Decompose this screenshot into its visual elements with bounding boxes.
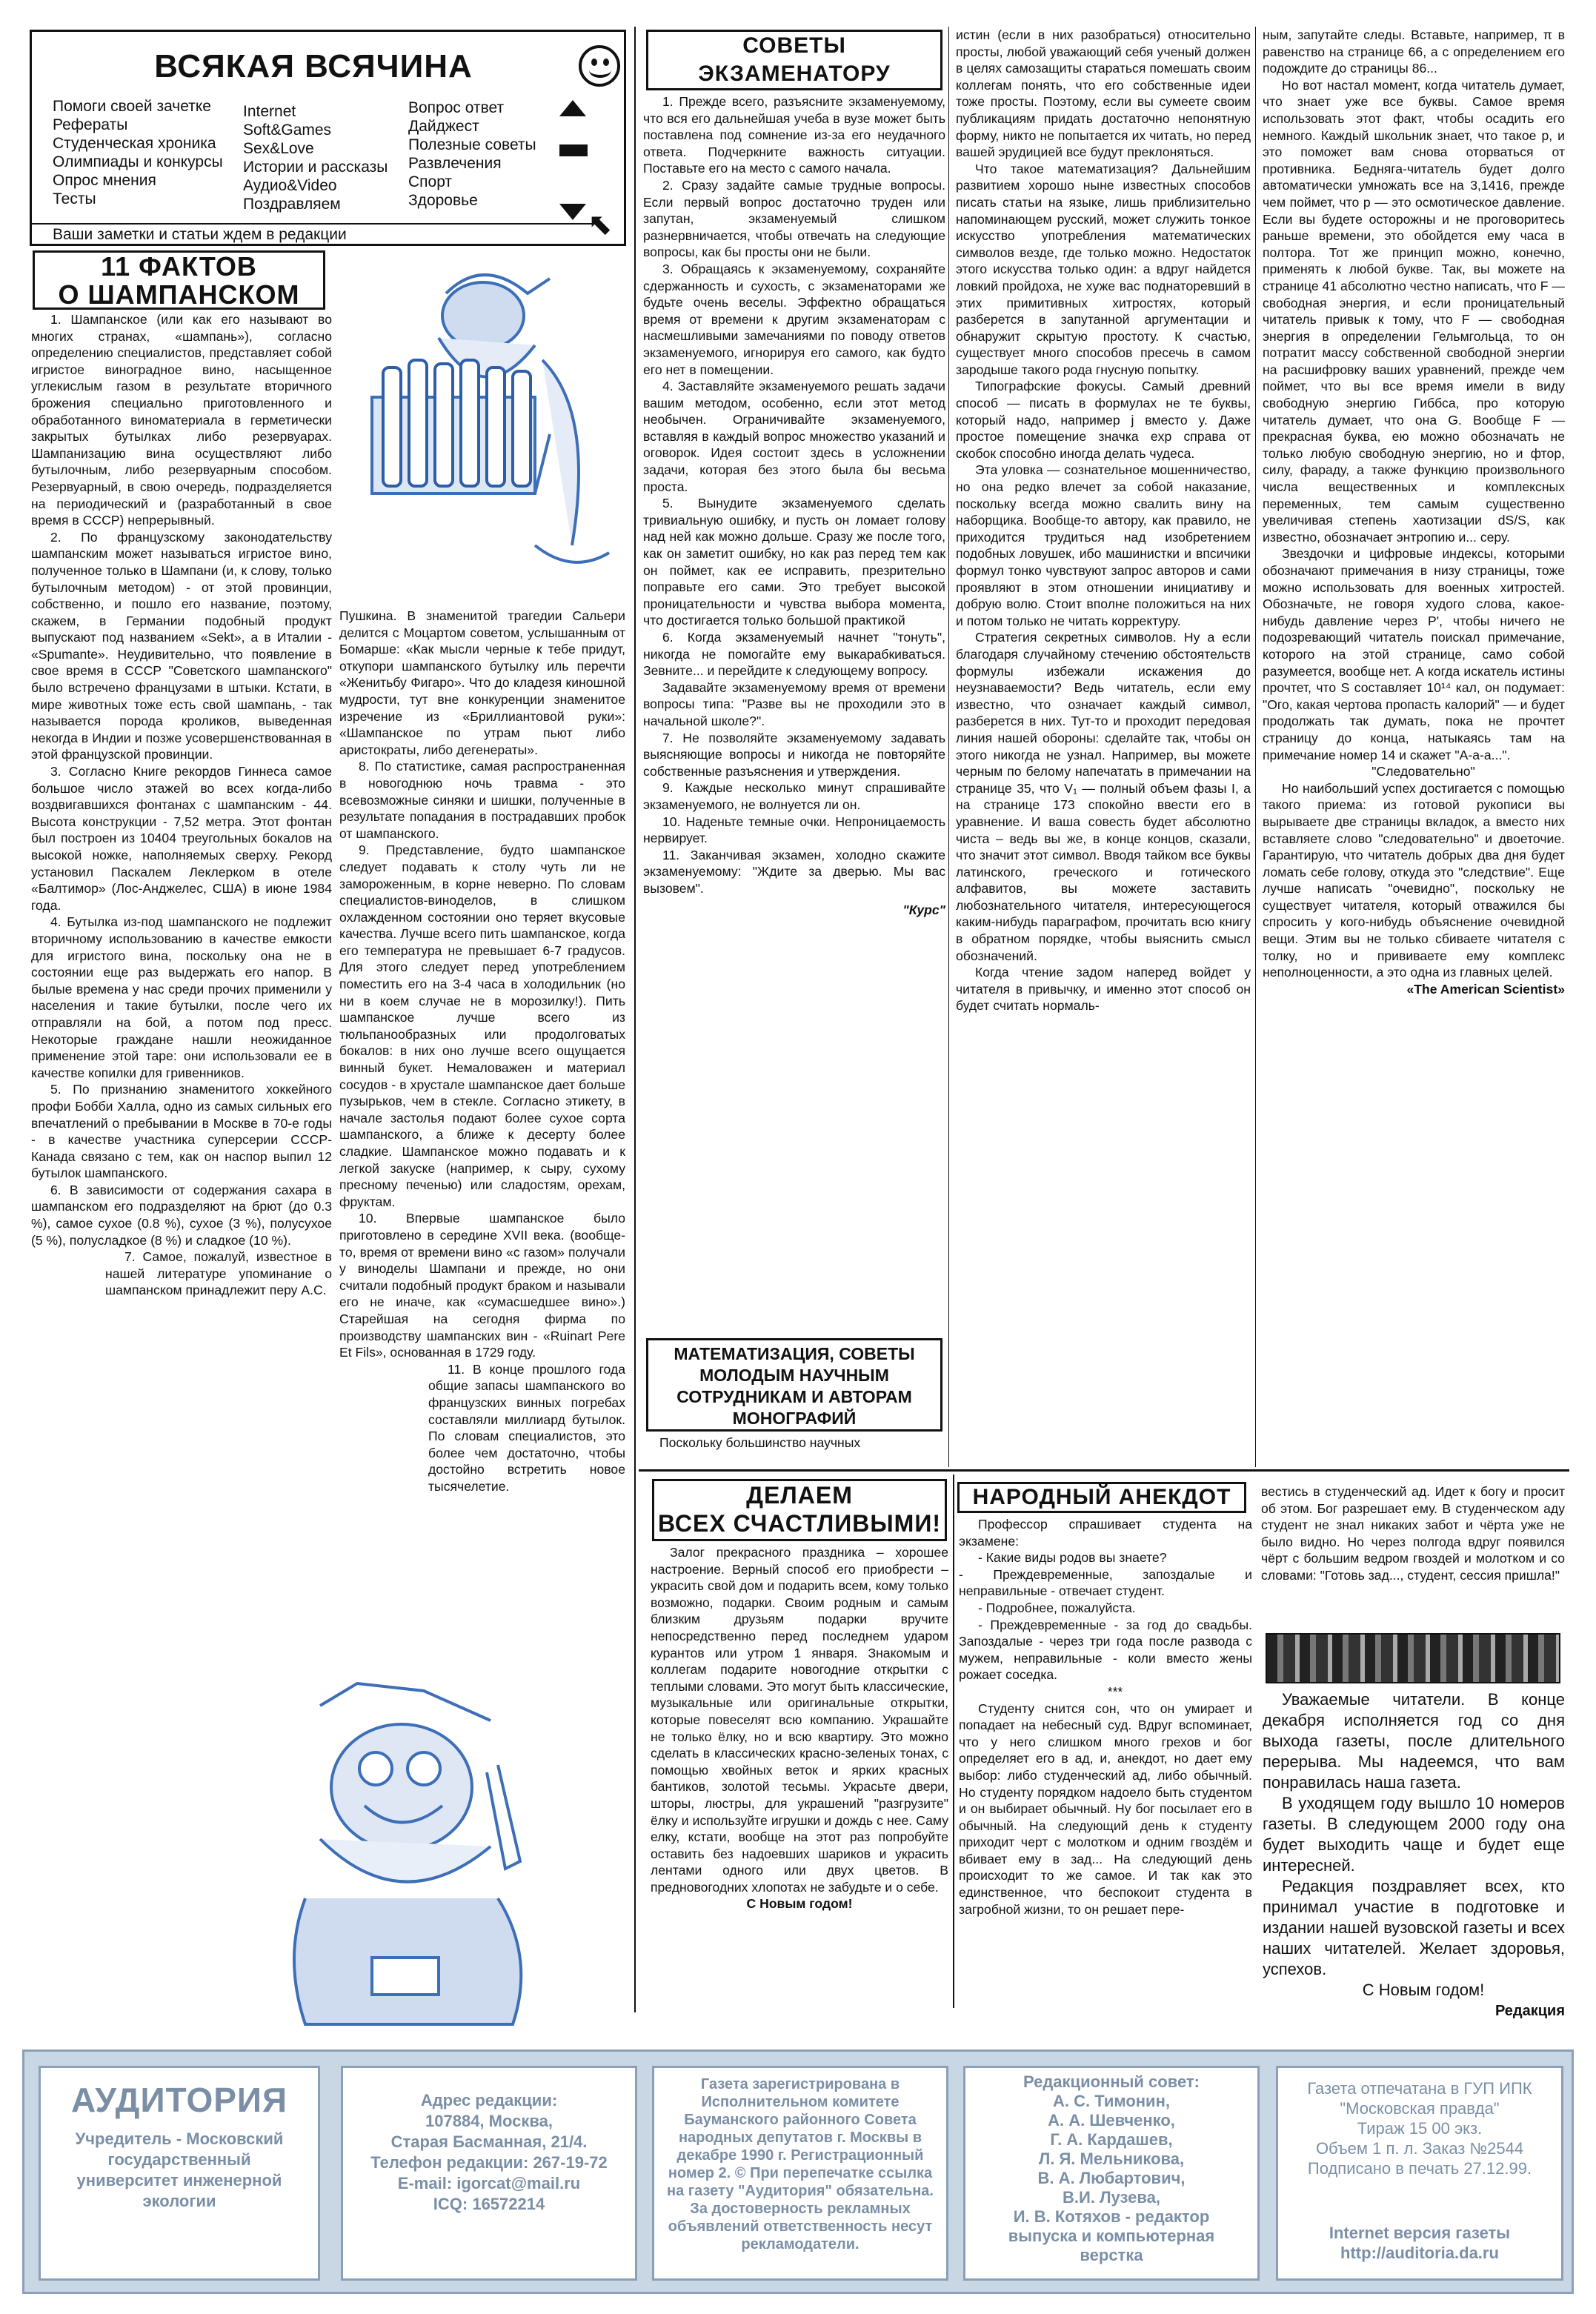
- index-item[interactable]: Дайджест: [408, 118, 479, 135]
- paragraph: "Следовательно": [1371, 764, 1475, 779]
- math-title-box: [646, 1338, 942, 1432]
- paragraph: 11. В конце прошлого года общие запасы шампанского во французских винных погребах составляли миллиард бутылок. По словам специалистов, это более чем достаточно, чтобы достойно встретить новое тысячелетие.: [428, 1361, 625, 1494]
- champagne-title-box: [33, 250, 325, 310]
- footer-board-line: А. С. Тимонин,: [1053, 2092, 1170, 2110]
- index-item[interactable]: Тесты: [53, 190, 96, 207]
- column-divider: [948, 27, 949, 1467]
- paragraph: Пушкина. В знаменитой трагедии Сальери делится с Моцартом советом, услышанным от Бомарше: «Как мысли черные к тебе придут, откупори шампанского бутылку иль перечти «Женитьбу Фигаро». Что до кладезя киношной мудрости, тут вне конкуренции знаменитое изречение из «Бриллиантовой руки»: «Шампанское по утрам пьют либо аристократы, либо дегенераты».: [339, 608, 625, 757]
- column-divider: [953, 1474, 954, 2008]
- joke-title: НАРОДНЫЙ АНЕКДОТ: [972, 1485, 1231, 1509]
- footer-address-box: [341, 2066, 637, 2281]
- paragraph: Звездочки и цифровые индексы, которыми обозначают примечания в низу страницы, тоже можно использовать для военных хитростей. Обозначьте, не говоря худого слова, какое-нибудь давление через P', чтобы ничего не подозревающий читатель поискал примечание, которого на этой странице, само собой разумеется, вообще нет. А когда искатель истины прочтет, что S составляет 10¹⁴ кал, он подумает: "Ого, какая чертова пропасть калорий" — и будет продолжать так думать, пока не прочтет страницу до конца, натыкаясь там на примечание номер 14 и скажет "А-а-а...".: [1263, 546, 1565, 762]
- math-lead: Поскольку большинство научных: [659, 1435, 861, 1450]
- paragraph: 4. Заставляйте экзаменуемого решать задачи вашим методом, особенно, если этот метод необычен. Ограничивайте экзаменуемого, вставляя в каждый вопрос множество указаний и оговорок. Идея состоит здесь в усложнении задачи, которая без этого была бы весьма проста.: [643, 379, 945, 494]
- footer-board-line: В. А. Любартович,: [1037, 2169, 1186, 2187]
- index-footer-line: [32, 223, 595, 225]
- santa-bottles-illustration: [327, 249, 631, 590]
- index-footer: Ваши заметки и статьи ждем в редакции: [53, 226, 347, 243]
- paragraph: - Преждевременные - за год до свадьбы. Запоздалые - через три года после развода с мужем, неправильные - коли вместо жены рожает соседка.: [959, 1617, 1252, 1683]
- footer-board-line: Г. А. Кардашев,: [1050, 2130, 1173, 2149]
- arrow-up-icon: [559, 100, 586, 116]
- paragraph: Студенту снится сон, что он умирает и попадает на небесный суд. Вдруг вспоминает, что у него слишком много грехов и бог определяет его в ад, и, анекдот, но дает ему выбор: либо студенческий ад, либо обычный. Но студенту порядком надоело быть студентом и он выбирает обычный. Ну бог посылает его в обычный. На следующий день к студенту приходит черт с молотком и одним гвоздём и вбивает ему в зад... На следующий день происходит то же самое. И так как это единственное, что беспокоит студента в загробной жизни, то он решает пере-: [959, 1700, 1252, 1917]
- index-item[interactable]: Sex&Love: [243, 140, 314, 157]
- paragraph: 2. Сразу задайте самые трудные вопросы. Если первый вопрос достаточно труден или запутан, экзаменуемый слишком разнервничается, чтобы отвечать на следующие вопросы, как бы просты они не были.: [643, 177, 945, 260]
- happy-signature: С Новым годом!: [746, 1896, 853, 1912]
- champagne-title-2: О ШАМПАНСКОМ: [58, 279, 300, 310]
- paragraph: 6. В зависимости от содержания сахара в шампанском его подразделяют на брют (до 0.3 %), самое сухое (0.8 %), сухое (3 %), полусухое (5 %), полусладкое (8 %) и сладкое (10 %).: [31, 1182, 332, 1248]
- index-item[interactable]: Спорт: [408, 173, 453, 190]
- paragraph: истин (если в них разобраться) относительно просты, любой уважающий себя ученый должен в целях самозащиты стараться помешать своим коллегам понять, что его собственные идеи тоже просты. Поэтому, если вы сумеете своим публикациям придать достаточно непонятную форму, никто не попытается их читать, но перед вашей эрудицией все будут преклоняться.: [956, 27, 1251, 160]
- math-col-3: [1263, 27, 1565, 997]
- footer-web-label: Internet версия газеты: [1329, 2224, 1511, 2242]
- index-col-3: [408, 99, 536, 210]
- index-item[interactable]: Soft&Games: [243, 122, 332, 139]
- paragraph: 11. Заканчивая экзамен, холодно скажите экзаменуемому: "Ждите за дверью. Мы вас вызовем".: [643, 847, 945, 896]
- math-title: МАТЕМАТИЗАЦИЯ, СОВЕТЫ МОЛОДЫМ НАУЧНЫМ СОТРУДНИКАМ И АВТОРАМ МОНОГРАФИЙ: [674, 1344, 915, 1428]
- column-divider: [634, 27, 636, 2012]
- happy-body: [651, 1544, 948, 1912]
- index-item[interactable]: Здоровье: [408, 192, 478, 209]
- paragraph: Типографские фокусы. Самый древний способ — писать в формулах не те буквы, который надо, например j вместо y. Даже простое помещение значка exp справа от скобок способно иногда делать чудеса.: [956, 379, 1251, 461]
- footer-board-line: верстка: [1080, 2246, 1143, 2264]
- paragraph: 10. Впервые шампанское было приготовлено в середине XVII века. (вообще-то, время от времени вино «с газом» получали у виноделы Шампани и прежде, но они считали подобный продукт браком и называли его не иначе, как «сумасшедшее вино».) Старейшая на сегодня фирма по производству шампанских вин - «Ruinart Pere Et Fils», основанная в 1729 году.: [339, 1211, 625, 1360]
- index-col-1: [53, 97, 223, 208]
- index-item[interactable]: Студенческая хроника: [53, 135, 216, 152]
- footer-print-box: [1276, 2066, 1563, 2281]
- paragraph: 5. Вынудите экзаменуемого сделать тривиальную ошибку, и пусть он ломает голову над ней как можно дольше. Сразу же после того, как он заметит ошибку, но как раз перед тем как он поймет, как ее исправить, презрительно поправьте его сами. Это требует высокой проницательности и чувства выбора момента, что достигается только большой практикой: [643, 496, 945, 628]
- paragraph: ***: [1107, 1683, 1123, 1699]
- paragraph: С Новым годом!: [1362, 1981, 1485, 1999]
- footer-board-box: [963, 2066, 1260, 2281]
- footer-address-line: Телефон редакции: 267-19-72: [370, 2153, 608, 2172]
- footer-founder: Учредитель - Московский государственный университет инженерной экологии: [75, 2130, 284, 2210]
- footer-email[interactable]: E-mail: igorcat@mail.ru: [397, 2174, 581, 2192]
- paragraph: Стратегия секретных символов. Ну а если благодаря случайному стечению обстоятельств формулы избежали искажения до неузнаваемости? Ведь читатель, если ему известно, что означает каждый символ, разберется в них. Тут-то и проходит передовая линия нашей обороны: сделайте так, чтобы он этого никогда не узнал. Например, вы можете черным по белому напечатать в примечании на странице 35, что V₁ — полный объем фазы I, а на странице 173 спокойно ввести его в уравнение. И ваша совесть будет абсолютно чиста – ведь вы же, в конце концов, сказали, что значит этот символ. Вводя тайком все буквы латинского, греческого и готического алфавитов, вы можете заставить любознательного читателя, интересующегося каким-нибудь параграфом, прочитать всю книгу в обратном порядке, чтобы выяснить смысл обозначений.: [956, 630, 1251, 963]
- paragraph: 2. По французскому законодательству шампанским может называться игристое вино, полученное только в Шампани (и, к слову, только бутылочным методом) - от этой провинции, собственно, и пошло его название, поэтому, скажем, в Германии подобный продукт выпускают под названием «Sekt», а в Италии - «Spumante». Неудивительно, что появление в свое время в СССР "Советского шампанского" было встречено французами в штыки. Кстати, в мире животных тоже есть свой шампань, - так называется порода кроликов, выведенная некогда в Индии и позже усовершенствованная в этой французской провинции.: [31, 529, 332, 762]
- footer-print-line: Тираж 15 00 экз.: [1357, 2119, 1483, 2138]
- staff-photo: [1266, 1633, 1560, 1683]
- happy-title-1: ДЕЛАЕМ: [746, 1482, 853, 1509]
- paragraph: 9. Представление, будто шампанское следует подавать к столу чуть ли не замороженным, в корне неверно. По словам специалистов-виноделов, в слишком охлажденном состоянии оно теряет вкусовые качества. Лучше всего пить шампанское, когда его температура не превышает 6-7 градусов. Для этого следует перед употреблением поместить его на 3-4 часа в холодильник (но ни в коем случае не в морозилку!). Пить шампанское лучше всего из тюльпанообразных или продолговатых бокалов: в них оно лучше всего ощущается винный букет. Немаловажен и материал сосудов - в хрустале шампанское дает больше пузырьков, чем в стекле. Согласно этикету, в начале застолья подают более сухое сорта шампанского, а ближе к десерту более сладкие. Шампанское можно подавать и к легкой закуске (например, к сыру, сухому пресному печенью) или сладостям, орехам, фруктам.: [339, 842, 625, 1209]
- section-index-box: [30, 30, 626, 246]
- exam-signature: "Курс": [902, 902, 945, 917]
- exam-title-1: СОВЕТЫ: [742, 33, 846, 58]
- section-index-title: ВСЯКАЯ ВСЯЧИНА: [154, 48, 473, 84]
- arrow-down-icon: [559, 204, 586, 220]
- exam-title-box: [646, 30, 942, 90]
- happy-title-box: [652, 1479, 947, 1541]
- champagne-col-2: [339, 608, 625, 1495]
- footer-print-line: Газета отпечатана в ГУП ИПК: [1307, 2079, 1532, 2098]
- paragraph: 4. Бутылка из-под шампанского не подлежит вторичному использованию в качестве емкости для игристого вина, поскольку она не в состоянии еще раз выдержать его напор. В былые времена у нас среди прочих применили у населения и такие бутылки, после чего их отправляли на бой, а потом под пресс. Некоторые граждане нашли неожиданное применение этой таре: они использовали ее в качестве копилки для гривенников.: [31, 914, 332, 1080]
- paragraph: Редакция поздравляет всех, кто принимал участие в подготовке и издании нашей вузовской газеты и всех наших читателей. Желает здоровья, успехов.: [1263, 1877, 1565, 1978]
- paragraph: Залог прекрасного праздника – хорошее настроение. Верный способ его приобрести – украсить свой дом и подарить всем, кому только возможно, подарки. Своим родным и самым близким друзьям подарки вручите непосредственно перед последнем ударом курантов или утром 1 января. Знакомым и коллегам подарите новогодние открытки с теплыми словами. Это могут быть классические, музыкальные или оригинальные открытки, которые повеселят всю компанию. Украшайте не только ёлку, но и всю квартиру. Это можно сделать в классических красно-зеленых тонах, с помощью хвойных веток и ярких красных бантиков, золотой тесьмы. Украсьте двери, шторы, люстры, для украшений "разгрузите" ёлку и используйте игрушки и дождь с нее. Саму елку, кстати, вообще на этот раз попробуйте оставить без надоевших шариков и украсить лентами одного или двух цветов. В предновогодних хлопотах не забудьте и о себе.: [651, 1545, 948, 1895]
- paragraph: Но наибольший успех достигается с помощью такого приема: из готовой рукописи вы вырываете две страницы вкладок, а вместо них вставляете слово "следовательно" и двоеточие. Гарантирую, что читатель добрых два дня будет ломать себе голову, откуда это "следствие". Еще лучше написать "очевидно", поскольку не существует читателя, который отважился бы спросить у кого-нибудь объяснение очевидной вещи. Этим вы не только сбиваете читателя с толку, но и прививаете ему комплекс неполноценности, а это одна из главных целей.: [1263, 780, 1565, 980]
- footer-address-line: Старая Басманная, 21/4.: [390, 2132, 588, 2151]
- paragraph: 3. Согласно Книге рекордов Гиннеса самое большое число этажей во всех когда-либо воздвигавшихся фонтанах с шампанским - 44. Высота конструкции - 7,52 метра. Этот фонтан был построен из 10404 треугольных бокалов на высокой ножке, наполняемых сверху. Рекорд установил Паскалем Леклерком в отеле «Балтимор» (Лос-Анджелес, США) в июне 1984 года.: [31, 764, 332, 913]
- paragraph: В уходящем году вышло 10 номеров газеты. В следующем 2000 году она будет выходить чаще и будет еще интересней.: [1263, 1794, 1565, 1875]
- footer-brand-box: [39, 2066, 320, 2281]
- paragraph: Уважаемые читатели. В конце декабря исполняется год со дня выхода газеты, после длительного перерыва. Мы надеемся, что вам понравилась наша газета.: [1263, 1690, 1565, 1792]
- champagne-title-1: 11 ФАКТОВ: [101, 251, 257, 282]
- paragraph: 8. По статистике, самая распространенная в новогоднюю ночь травма - это всевозможные синяки и шишки, полученные в результате попадания в пострадавших пробок от шампанского.: [339, 759, 625, 841]
- math-signature: «The American Scientist»: [1406, 981, 1565, 997]
- footer-registration: Газета зарегистрирована в Исполнительном комитете Бауманского районного Совета народных депутатов г. Москвы в декабре 1990 г. Регистрационный номер 2. © При перепечатке ссылка на газету "Аудитория" обязательна. За достоверность рекламных объявлений ответственность несут рекламодатели.: [667, 2076, 934, 2253]
- column-divider: [1255, 27, 1256, 1467]
- cursor-icon: ⬉: [588, 208, 613, 241]
- paragraph: Когда чтение задом наперед войдет у читателя в привычку, и именно этот способ он будет считать нормаль-: [956, 965, 1251, 1014]
- paragraph: Эта уловка — сознательное мошенничество, но она редко влечет за собой наказание, поскольку всегда можно свалить вину на наборщика. Вообще-то автору, как правило, не приходится трудиться над изобретением подобных ловушек, ибо машинистки и впсичики формул тонко чувствуют запрос авторов и сами проявляют в этом отношении инициативу и добрую волю. Стоит вполне положиться на них и потом только не читать корректуру.: [956, 462, 1251, 628]
- joke-col-1: [959, 1516, 1252, 1918]
- joke-col-2: вестись в студенческий ад. Идет к богу и просит об этом. Бог разрешает ему. В студенческом аду студент не знал никаких забот и чёрта уже не было видно. Но через полгода вдруг появился чёрт с большим ведром гвоздей и молотком и со словами: "Готовь зад..., студент, сессия пришла!": [1261, 1484, 1565, 1583]
- paragraph: 10. Наденьте темные очки. Непроницаемость нервирует.: [643, 814, 945, 846]
- index-item[interactable]: Помоги своей зачетке: [53, 98, 211, 115]
- footer-board-line: И. В. Котяхов - редактор: [1013, 2207, 1210, 2226]
- footer-brand: АУДИТОРИЯ: [70, 2081, 288, 2119]
- footer-board-line: Л. Я. Мельникова,: [1038, 2150, 1185, 2168]
- column-divider: [639, 1469, 1569, 1472]
- index-item[interactable]: Аудио&Video: [243, 177, 337, 194]
- paragraph: 7. Самое, пожалуй, известное в нашей литературе упоминание о шампанском принадлежит перу А.С.: [105, 1249, 332, 1298]
- footer-board-line: Редакционный совет:: [1023, 2072, 1200, 2091]
- index-item[interactable]: Поздравляем: [243, 196, 341, 213]
- bar-icon: [559, 144, 588, 156]
- paragraph: Задавайте экзаменуемому время от времени вопросы типа: "Разве вы не проходили это в начальной школе?".: [643, 679, 945, 728]
- index-item[interactable]: Развлечения: [408, 155, 502, 172]
- exam-body: [643, 93, 945, 918]
- index-item[interactable]: Истории и рассказы: [243, 159, 388, 176]
- index-col-2: [243, 102, 388, 213]
- index-item[interactable]: Internet: [243, 103, 296, 120]
- paragraph: - Подробнее, пожалуйста.: [978, 1600, 1136, 1615]
- footer-print-line: Подписано в печать 27.12.99.: [1307, 2159, 1532, 2178]
- paragraph: 1. Шампанское (или как его называют во многих странах, «шампань»), согласно определению специалистов, представляет собой игристое виноградное вино, насыщенное углекислым газом в результате вторичного брожения специально приготовленного и обработанного виноматериала в герметически закрытых бутылках либо резервуарах. Шампанизацию вина осуществляют либо бутылочным, либо резервуарным способом. Резервуарный, в свою очередь, подразделяется на периодический и (разработанный в свое время в СССР) непрерывный.: [31, 312, 332, 528]
- index-item[interactable]: Рефераты: [53, 116, 128, 133]
- paragraph: - Преждевременные, запоздалые и неправильные - отвечает студент.: [959, 1566, 1252, 1599]
- paragraph: 1. Прежде всего, разъясните экзаменуемому, что вся его дальнейшая учеба в вузе может быть поставлена под сомнение из-за его неудачного ответа. Подчеркните важность ситуации. Поставьте его на место с самого начала.: [643, 94, 945, 176]
- paragraph: 7. Не позволяйте экзаменуемому задавать выясняющие вопросы и никогда не повторяйте собственные разъяснения и утверждения.: [643, 730, 945, 779]
- footer-icq: ICQ: 16572214: [433, 2195, 545, 2213]
- paragraph: 9. Каждые несколько минут спрашивайте экзаменуемого, не волнуется ли он.: [643, 780, 945, 812]
- footer-address-line: Адрес редакции:: [420, 2091, 558, 2109]
- smiley-icon: [579, 45, 620, 87]
- index-item[interactable]: Опрос мнения: [53, 172, 156, 189]
- index-item[interactable]: Вопрос ответ: [408, 99, 505, 116]
- champagne-col-1: [31, 311, 332, 1299]
- santa-glass-illustration: [276, 1676, 557, 2047]
- paragraph: 6. Когда экзаменуемый начнет "тонуть", никогда не помогайте ему выкарабкиваться. Зевните... и перейдите к следующему вопросу.: [643, 630, 945, 679]
- footer-address-line: 107884, Москва,: [425, 2112, 553, 2130]
- paragraph: - Какие виды родов вы знаете?: [978, 1550, 1167, 1566]
- notice-body: [1263, 1689, 1565, 2021]
- index-item[interactable]: Олимпиады и конкурсы: [53, 153, 223, 170]
- footer-print-line: "Московская правда": [1340, 2099, 1500, 2118]
- index-item[interactable]: Полезные советы: [408, 136, 536, 153]
- footer-registration-box: [652, 2066, 948, 2281]
- notice-signature: Редакция: [1494, 2003, 1565, 2019]
- paragraph: 3. Обращаясь к экзаменуемому, сохраняйте сдержанность и сухость, с экзаменаторами же будьте очень веселы. Эффектно обращаться время от времени к другим экзаменаторам с насмешливыми замечаниями по поводу ответов экзаменуемого, игнорируя его самого, как будто его нет в помещении.: [643, 261, 945, 377]
- footer-web-link[interactable]: http://auditoria.da.ru: [1340, 2244, 1499, 2262]
- math-col-2: [956, 27, 1251, 1014]
- joke-title-box: [957, 1482, 1246, 1513]
- paragraph: 5. По признанию знаменитого хоккейного профи Бобби Халла, одно из самых сильных его впечатлений о пребывании в Москве в 70-е годы - в качестве участника суперсерии СССР- Канада связано с тем, как он наспор выпил 12 бутылок шампанского.: [31, 1082, 332, 1181]
- footer-board-line: А. А. Шевченко,: [1048, 2111, 1175, 2130]
- happy-title-2: ВСЕХ СЧАСТЛИВЫМИ!: [658, 1510, 941, 1537]
- exam-title-2: ЭКЗАМЕНАТОРУ: [698, 61, 891, 86]
- paragraph: Профессор спрашивает студента на экзамене:: [959, 1517, 1252, 1549]
- footer-board-line: выпуска и компьютерная: [1008, 2227, 1215, 2245]
- paragraph: ным, запутайте следы. Вставьте, например, π в равенство на странице 66, а с определением его подождите до страницы 86...: [1263, 27, 1565, 76]
- footer-board-line: В.И. Лузева,: [1063, 2188, 1160, 2207]
- paragraph: Но вот настал момент, когда читатель думает, что знает уже все буквы. Самое время использовать этот факт, чтобы осадить его немного. Каждый школьник знает, что такое p, и это поможет вам снова оторваться от противника. Бедняга-читатель будет долго автоматически умножать все на 3,1416, прежде чем поймет, что p — это осмотическое давление. Если вы будете осторожны и не проговоритесь раньше времени, это обойдется ему часа в полтора. Тот же принцип можно, конечно, применять к любой букве. Так, вы можете на странице 41 абсолютно честно написать, что F — свободная энергия, и если проницательный читатель привык к тому, что F — свободная энергия в определении Гельмгольца, то он потратит массу собственной свободной энергии на расшифровку ваших уравнений, прежде чем поймет, что вы все время имели в виду свободную энергию Гиббса, про которую читатель думает, что она G. Вообще F — прекрасная буква, ею можно обозначать не только любую свободную энергию, но и фтор, силу, фараду, а также функцию произвольного числа вещественных и комплексных переменных, тем самым существенно увеличивая степень хаотизации dS/S, как известно, обозначает энтропию и... серу.: [1263, 77, 1565, 545]
- footer-print-line: Объем 1 п. л. Заказ №2544: [1315, 2139, 1524, 2158]
- paragraph: Что такое математизация? Дальнейшим развитием хорошо ныне известных способов писать статьи на языке, лишь приблизительно напоминающем русский, может служить тонкое искусство употребления математических символов везде, где только можно. Недостаток этого искусства только один: а вдруг найдется ловкий пройдоха, не хуже вас поднаторевший в этих примитивных хитростях, который разберется в запутанной аргументации и обнаружит скрытую простоту. К счастью, существует много способов пресечь в самом зародыше такого рода гнусную попытку.: [956, 161, 1251, 377]
